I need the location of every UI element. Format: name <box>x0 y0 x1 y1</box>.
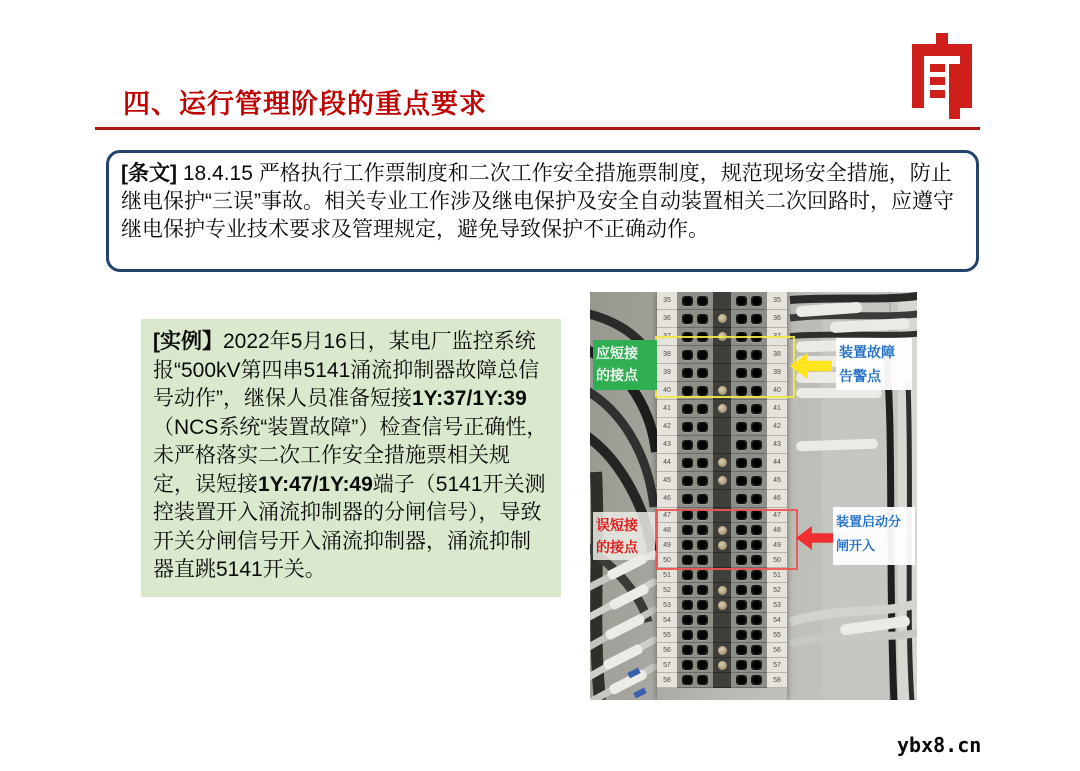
terminal-hole <box>736 404 747 414</box>
terminal-number: 39 <box>657 364 677 382</box>
highlight-box-yellow <box>655 336 795 398</box>
terminal-spine <box>713 568 731 583</box>
terminal-hole <box>751 570 762 580</box>
terminal-block <box>677 643 713 658</box>
terminal-block <box>677 472 713 490</box>
terminal-block <box>731 613 767 628</box>
terminal-number: 46 <box>657 490 677 508</box>
terminal-block <box>731 628 767 643</box>
terminal-hole <box>697 440 708 450</box>
wrong-short-label <box>593 512 655 560</box>
terminal-number: 56 <box>657 643 677 658</box>
terminal-hole <box>751 585 762 595</box>
terminal-number: 50 <box>767 553 787 568</box>
terminal-row <box>657 418 787 436</box>
terminal-hole <box>682 630 693 640</box>
should-short-line1: 应短接 <box>596 345 638 361</box>
highlight-box-red <box>656 509 798 570</box>
terminal-number: 57 <box>657 658 677 673</box>
terminal-number: 47 <box>657 508 677 523</box>
terminal-block-photo <box>590 292 917 700</box>
terminal-hole <box>751 314 762 324</box>
terminal-spine <box>713 583 731 598</box>
terminal-block <box>731 418 767 436</box>
terminal-block <box>731 310 767 328</box>
terminal-hole <box>751 630 762 640</box>
terminal-spine <box>713 400 731 418</box>
title-underline <box>95 127 980 130</box>
terminal-hole <box>697 458 708 468</box>
terminal-number: 58 <box>767 673 787 688</box>
terminal-hole <box>736 440 747 450</box>
terminal-hole <box>751 476 762 486</box>
terminal-row <box>657 568 787 583</box>
terminal-hole <box>751 404 762 414</box>
terminal-hole <box>736 630 747 640</box>
terminal-hole <box>682 615 693 625</box>
terminal-number: 42 <box>657 418 677 436</box>
example-box <box>141 319 561 597</box>
watermark: ybx8.cn <box>897 733 982 757</box>
terminal-spine <box>713 613 731 628</box>
terminal-row <box>657 400 787 418</box>
terminal-number: 43 <box>657 436 677 454</box>
terminal-hole <box>682 675 693 685</box>
terminal-row <box>657 490 787 508</box>
terminal-block <box>731 643 767 658</box>
terminal-number: 57 <box>767 658 787 673</box>
should-short-label <box>593 340 657 390</box>
terminal-hole <box>697 585 708 595</box>
terminal-hole <box>751 645 762 655</box>
terminal-number: 41 <box>767 400 787 418</box>
terminal-spine <box>713 472 731 490</box>
terminal-number: 39 <box>767 364 787 382</box>
terminal-hole <box>682 494 693 504</box>
terminal-block <box>677 613 713 628</box>
terminal-hole <box>751 458 762 468</box>
terminal-number: 55 <box>657 628 677 643</box>
wrong-short-line2: 的接点 <box>596 539 638 555</box>
terminal-number: 47 <box>767 508 787 523</box>
terminal-spine <box>713 658 731 673</box>
terminal-screw <box>718 661 727 670</box>
terminal-block <box>677 292 713 310</box>
terminal-number: 35 <box>767 292 787 310</box>
terminal-hole <box>697 494 708 504</box>
terminal-block <box>677 598 713 613</box>
terminal-hole <box>736 422 747 432</box>
terminal-number: 35 <box>657 292 677 310</box>
terminal-spine <box>713 292 731 310</box>
terminal-row <box>657 583 787 598</box>
terminal-screw <box>718 476 727 485</box>
terminal-number: 45 <box>767 472 787 490</box>
example-label: [实例】 <box>153 330 223 353</box>
terminal-block <box>731 658 767 673</box>
terminal-hole <box>697 675 708 685</box>
terminal-hole <box>682 585 693 595</box>
trip-input-line2: 闸开入 <box>836 538 876 553</box>
terminal-screw <box>718 586 727 595</box>
terminal-number: 48 <box>767 523 787 538</box>
terminal-hole <box>682 422 693 432</box>
terminal-hole <box>736 494 747 504</box>
terminal-row <box>657 436 787 454</box>
example-text: （NCS系统“装置故障”）检查信号正确性，未严格落实二次工作安全措施票相关规定，误短接 <box>153 415 548 496</box>
terminal-row <box>657 613 787 628</box>
terminal-block <box>677 583 713 598</box>
terminal-row <box>657 628 787 643</box>
terminal-block <box>677 436 713 454</box>
terminal-block <box>731 490 767 508</box>
provision-label: [条文] <box>121 162 177 185</box>
terminal-hole <box>697 476 708 486</box>
terminal-hole <box>682 600 693 610</box>
terminal-spine <box>713 436 731 454</box>
terminal-row <box>657 643 787 658</box>
terminal-block <box>677 628 713 643</box>
terminal-screw <box>718 601 727 610</box>
terminal-hole <box>751 494 762 504</box>
datang-tang-logo-icon <box>905 33 981 119</box>
terminal-spine <box>713 310 731 328</box>
terminal-spine <box>713 643 731 658</box>
terminal-ref-2: 1Y:47/1Y:49 <box>258 472 373 496</box>
terminal-hole <box>697 296 708 306</box>
terminal-block <box>731 568 767 583</box>
terminal-row <box>657 310 787 328</box>
terminal-block <box>731 436 767 454</box>
terminal-hole <box>682 296 693 306</box>
terminal-hole <box>736 645 747 655</box>
terminal-number: 45 <box>657 472 677 490</box>
terminal-hole <box>697 422 708 432</box>
terminal-hole <box>697 404 708 414</box>
terminal-spine <box>713 418 731 436</box>
terminal-number: 36 <box>767 310 787 328</box>
terminal-number: 46 <box>767 490 787 508</box>
terminal-block <box>731 292 767 310</box>
terminal-row <box>657 454 787 472</box>
page-title: 四、运行管理阶段的重点要求 <box>123 89 487 119</box>
terminal-block <box>677 400 713 418</box>
trip-input-label <box>833 507 915 565</box>
terminal-hole <box>736 600 747 610</box>
terminal-hole <box>682 314 693 324</box>
terminal-block <box>677 454 713 472</box>
example-text: 端子（5141开关测控装置开入涌流抑制器的分闸信号），导致开关分闸信号开入涌流抑制器，涌流抑制器直跳5141开关。 <box>153 472 546 581</box>
device-fault-line1: 装置故障 <box>839 344 895 360</box>
terminal-block <box>731 472 767 490</box>
terminal-number: 48 <box>657 523 677 538</box>
provision-text: 18.4.15 严格执行工作票制度和二次工作安全措施票制度，规范现场安全措施，防止继电保护“三误”事故。相关专业工作涉及继电保护及安全自动装置相关二次回路时，应遵守继电保护专业技术要求及管理规定，避免导致保护不正确动作。 <box>121 162 954 241</box>
terminal-hole <box>682 404 693 414</box>
terminal-row <box>657 472 787 490</box>
terminal-hole <box>736 615 747 625</box>
terminal-number: 51 <box>767 568 787 583</box>
terminal-number: 44 <box>767 454 787 472</box>
terminal-number: 41 <box>657 400 677 418</box>
terminal-number: 53 <box>767 598 787 613</box>
device-fault-alarm-label <box>836 338 912 390</box>
terminal-number: 53 <box>657 598 677 613</box>
terminal-block <box>731 598 767 613</box>
terminal-row <box>657 598 787 613</box>
example-text: 2022年5月16日，某电厂监控系统报“500kV第四串5141涌流抑制器故障总信号动作”，继保人员准备短接 <box>153 330 540 410</box>
terminal-number: 38 <box>767 346 787 364</box>
terminal-hole <box>697 630 708 640</box>
terminal-block <box>677 673 713 688</box>
terminal-block <box>677 568 713 583</box>
terminal-hole <box>682 458 693 468</box>
terminal-hole <box>736 476 747 486</box>
terminal-hole <box>682 645 693 655</box>
terminal-hole <box>751 422 762 432</box>
terminal-hole <box>697 615 708 625</box>
terminal-number: 40 <box>657 382 677 400</box>
terminal-hole <box>697 600 708 610</box>
terminal-number: 54 <box>767 613 787 628</box>
terminal-hole <box>751 660 762 670</box>
terminal-row <box>657 673 787 688</box>
terminal-hole <box>697 645 708 655</box>
terminal-hole <box>751 615 762 625</box>
should-short-line2: 的接点 <box>596 367 638 383</box>
terminal-number: 44 <box>657 454 677 472</box>
terminal-block <box>731 673 767 688</box>
terminal-spine <box>713 598 731 613</box>
terminal-hole <box>751 440 762 450</box>
terminal-number: 55 <box>767 628 787 643</box>
terminal-ref-1: 1Y:37/1Y:39 <box>412 387 527 410</box>
terminal-row <box>657 658 787 673</box>
terminal-hole <box>751 675 762 685</box>
terminal-number: 38 <box>657 346 677 364</box>
terminal-hole <box>682 476 693 486</box>
terminal-hole <box>697 570 708 580</box>
provision-box <box>106 150 979 272</box>
terminal-hole <box>736 458 747 468</box>
terminal-screw <box>718 404 727 413</box>
terminal-number: 52 <box>767 583 787 598</box>
terminal-screw <box>718 458 727 467</box>
terminal-number: 40 <box>767 382 787 400</box>
terminal-block <box>731 583 767 598</box>
terminal-number: 54 <box>657 613 677 628</box>
terminal-block <box>677 418 713 436</box>
terminal-hole <box>697 314 708 324</box>
terminal-number: 49 <box>767 538 787 553</box>
terminal-number: 36 <box>657 310 677 328</box>
terminal-hole <box>736 570 747 580</box>
terminal-hole <box>736 314 747 324</box>
terminal-spine <box>713 673 731 688</box>
terminal-number: 52 <box>657 583 677 598</box>
terminal-row <box>657 292 787 310</box>
terminal-number: 56 <box>767 643 787 658</box>
terminal-number: 49 <box>657 538 677 553</box>
terminal-hole <box>751 296 762 306</box>
terminal-hole <box>751 600 762 610</box>
terminal-number: 43 <box>767 436 787 454</box>
terminal-number: 42 <box>767 418 787 436</box>
terminal-block <box>731 400 767 418</box>
terminal-spine <box>713 454 731 472</box>
terminal-spine <box>713 490 731 508</box>
terminal-hole <box>736 660 747 670</box>
terminal-number: 51 <box>657 568 677 583</box>
terminal-number: 58 <box>657 673 677 688</box>
terminal-screw <box>718 646 727 655</box>
terminal-block <box>677 658 713 673</box>
terminal-block <box>677 490 713 508</box>
terminal-hole <box>736 585 747 595</box>
terminal-block <box>731 454 767 472</box>
device-fault-line2: 告警点 <box>839 368 881 384</box>
terminal-screw <box>718 314 727 323</box>
wrong-short-line1: 误短接 <box>596 517 638 533</box>
trip-input-line1: 装置启动分 <box>836 514 902 529</box>
terminal-hole <box>682 440 693 450</box>
terminal-hole <box>697 660 708 670</box>
terminal-number: 37 <box>767 328 787 346</box>
terminal-hole <box>682 660 693 670</box>
terminal-number: 37 <box>657 328 677 346</box>
terminal-spine <box>713 628 731 643</box>
terminal-block <box>677 310 713 328</box>
terminal-number: 50 <box>657 553 677 568</box>
terminal-hole <box>736 675 747 685</box>
terminal-hole <box>736 296 747 306</box>
terminal-hole <box>682 570 693 580</box>
